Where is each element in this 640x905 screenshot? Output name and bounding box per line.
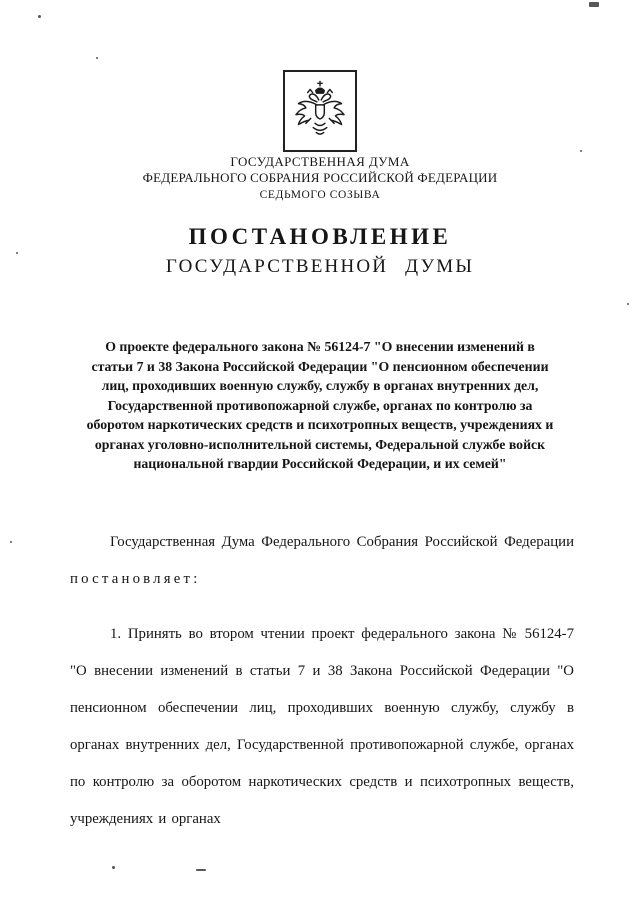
body-paragraph-1 [70, 524, 574, 598]
double-headed-eagle-icon [292, 79, 348, 143]
org-parent: ФЕДЕРАЛЬНОГО СОБРАНИЯ РОССИЙСКОЙ ФЕДЕРАЦИИ [142, 170, 498, 185]
paragraph-1-emphasized: постановляет: [70, 571, 201, 587]
document-subject: О проекте федерального закона № 56124-7 "О внесении изменений в статьи 7 и 38 Закона Российской Федерации "О пенсионном обеспечении лиц, проходивших военную службу, службу в органах внутренних дел, Государственной противопожарной службе, органах по контролю за оборотом наркотических средств и психотропных веществ, учреждениях и органах уголовно-исполнительной системы, Федеральной службе войск национальной гвардии Российской Федерации, и их семей" [86, 339, 554, 471]
document-issuer-title: ГОСУДАРСТВЕННОЙ ДУМЫ [165, 256, 475, 277]
paragraph-1-lead: Государственная Дума Федерального Собрания Российской Федерации [110, 534, 574, 550]
scan-speck [196, 869, 206, 871]
scan-speck [580, 150, 582, 152]
org-name: ГОСУДАРСТВЕННАЯ ДУМА [230, 154, 410, 169]
org-convocation: СЕДЬМОГО СОЗЫВА [259, 189, 381, 201]
scan-speck [627, 303, 629, 305]
scan-speck [38, 15, 41, 18]
scan-speck [589, 2, 599, 7]
document-type-title: ПОСТАНОВЛЕНИЕ [188, 224, 452, 249]
scan-speck [112, 866, 115, 869]
scan-speck [96, 57, 98, 59]
coat-of-arms-box [283, 70, 357, 152]
scan-speck [10, 541, 12, 543]
org-header [0, 154, 640, 203]
body-paragraph-2: 1. Принять во втором чтении проект федерального закона № 56124-7 "О внесении изменений в статьи 7 и 38 Закона Российской Федерации "О пенсионном обеспечении лиц, проходивших военную службу, службу в органах внутренних дел, Государственной противопожарной службе, органах по контролю за оборотом наркотических средств и психотропных веществ, учреждениях и органах [70, 626, 574, 827]
scan-speck [16, 252, 18, 254]
